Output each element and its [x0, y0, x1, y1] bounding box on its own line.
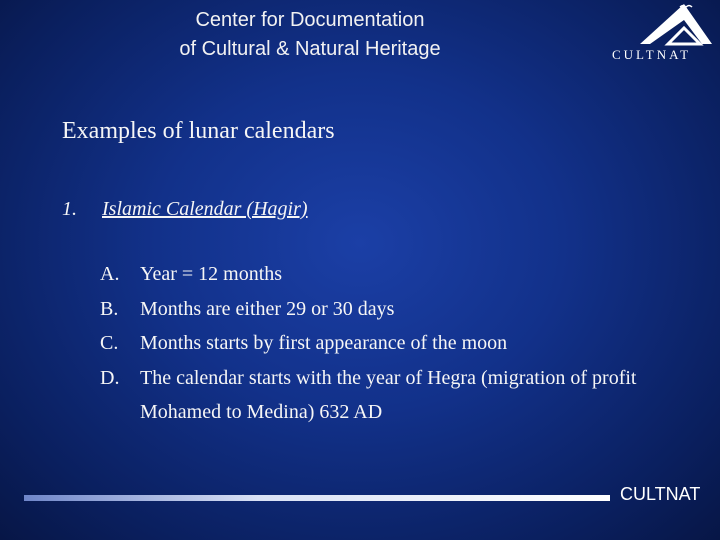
list-item-text: Year = 12 months [140, 263, 283, 285]
logo-wordmark: CULTNAT [612, 47, 692, 62]
list-marker: B. [100, 297, 119, 320]
bullet-list [100, 257, 700, 430]
section-label: Islamic Calendar (Hagir) [102, 198, 308, 220]
section-number: 1. [62, 198, 77, 220]
list-marker: D. [100, 366, 120, 389]
header-title-line-2: of Cultural & Natural Heritage [179, 38, 441, 60]
footer-brand: CULTNAT [620, 484, 701, 504]
section-heading [62, 198, 308, 221]
list-item [100, 326, 700, 361]
footer-divider [24, 495, 610, 501]
slide-title: Examples of lunar calendars [62, 118, 335, 144]
list-marker: A. [100, 263, 120, 285]
list-item-text: Months starts by first appearance of the moon [140, 332, 508, 354]
list-item [100, 257, 700, 292]
list-item [100, 292, 700, 327]
list-item [100, 361, 700, 430]
header-title [100, 6, 520, 64]
list-item-text: The calendar starts with the year of Hegra (migration of profit Mohamed to Medina) 632 AD [140, 366, 637, 423]
list-item-text: Months are either 29 or 30 days [140, 297, 395, 320]
list-marker: C. [100, 332, 119, 354]
header-title-line-1: Center for Documentation [195, 9, 425, 31]
